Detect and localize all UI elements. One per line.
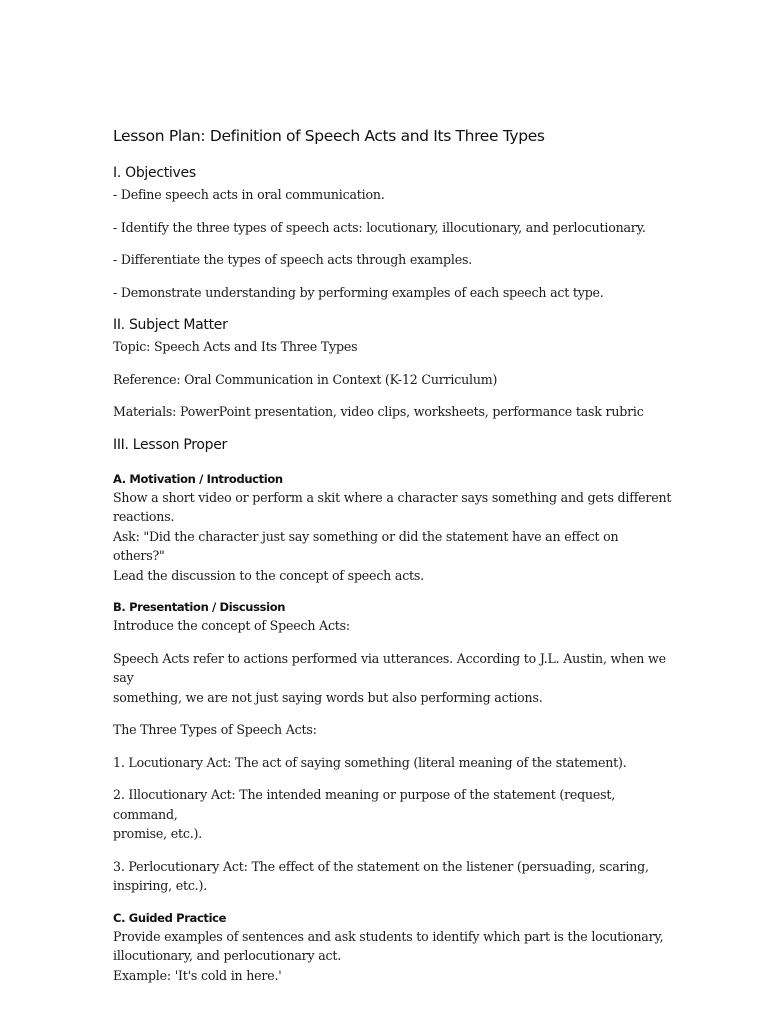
subject-materials: Materials: PowerPoint presentation, video clips, worksheets, performance task rubric	[113, 404, 644, 419]
types-heading: The Three Types of Speech Acts:	[113, 722, 317, 737]
motivation-heading: A. Motivation / Introduction	[113, 471, 283, 486]
objective-item: - Define speech acts in oral communication.	[113, 187, 385, 202]
motivation-paragraph	[113, 488, 673, 586]
paragraph-line: Example: 'It's cold in here.'	[113, 967, 282, 983]
paragraph-line: promise, etc.).	[113, 826, 203, 841]
paragraph-line: Speech Acts refer to actions performed via utterances. According to J.L. Austin, when we say	[113, 650, 666, 685]
presentation-intro: Introduce the concept of Speech Acts:	[113, 618, 350, 633]
objective-item: - Identify the three types of speech acts: locutionary, illocutionary, and perlocutionary.	[113, 219, 646, 235]
objective-item: - Differentiate the types of speech acts through examples.	[113, 252, 473, 267]
paragraph-line: Ask: "Did the character just say something or did the statement have an effect on others?"	[113, 528, 619, 563]
objective-item: - Demonstrate understanding by performing examples of each speech act type.	[113, 284, 604, 300]
paragraph-line: 3. Perlocutionary Act: The effect of the statement on the listener (persuading, scaring,	[113, 858, 649, 874]
presentation-heading: B. Presentation / Discussion	[113, 600, 286, 614]
paragraph-line: Provide examples of sentences and ask students to identify which part is the locutionary,	[113, 928, 664, 944]
locutionary-act: 1. Locutionary Act: The act of saying something (literal meaning of the statement).	[113, 754, 627, 770]
guided-practice-heading: C. Guided Practice	[113, 910, 227, 925]
guided-practice-paragraph	[113, 927, 673, 986]
paragraph-line: illocutionary, and perlocutionary act.	[113, 948, 342, 963]
perlocutionary-act	[113, 857, 673, 896]
document-body	[113, 124, 673, 985]
document-title: Lesson Plan: Definition of Speech Acts and Its Three Types	[113, 127, 545, 145]
paragraph-line: inspiring, etc.).	[113, 878, 208, 893]
speech-acts-definition	[113, 649, 673, 708]
lesson-proper-heading: III. Lesson Proper	[113, 436, 227, 453]
paragraph-line: reactions.	[113, 509, 175, 524]
subject-reference: Reference: Oral Communication in Context (K-12 Curriculum)	[113, 371, 498, 387]
subject-topic: Topic: Speech Acts and Its Three Types	[113, 339, 358, 354]
paragraph-line: Lead the discussion to the concept of speech acts.	[113, 567, 424, 583]
paragraph-line: Show a short video or perform a skit where a character says something and gets different	[113, 489, 672, 505]
paragraph-line: something, we are not just saying words but also performing actions.	[113, 689, 543, 705]
illocutionary-act	[113, 785, 673, 844]
paragraph-line: 2. Illocutionary Act: The intended meaning or purpose of the statement (request, command,	[113, 787, 616, 822]
subject-matter-heading: II. Subject Matter	[113, 317, 228, 333]
objectives-heading: I. Objectives	[113, 165, 196, 181]
